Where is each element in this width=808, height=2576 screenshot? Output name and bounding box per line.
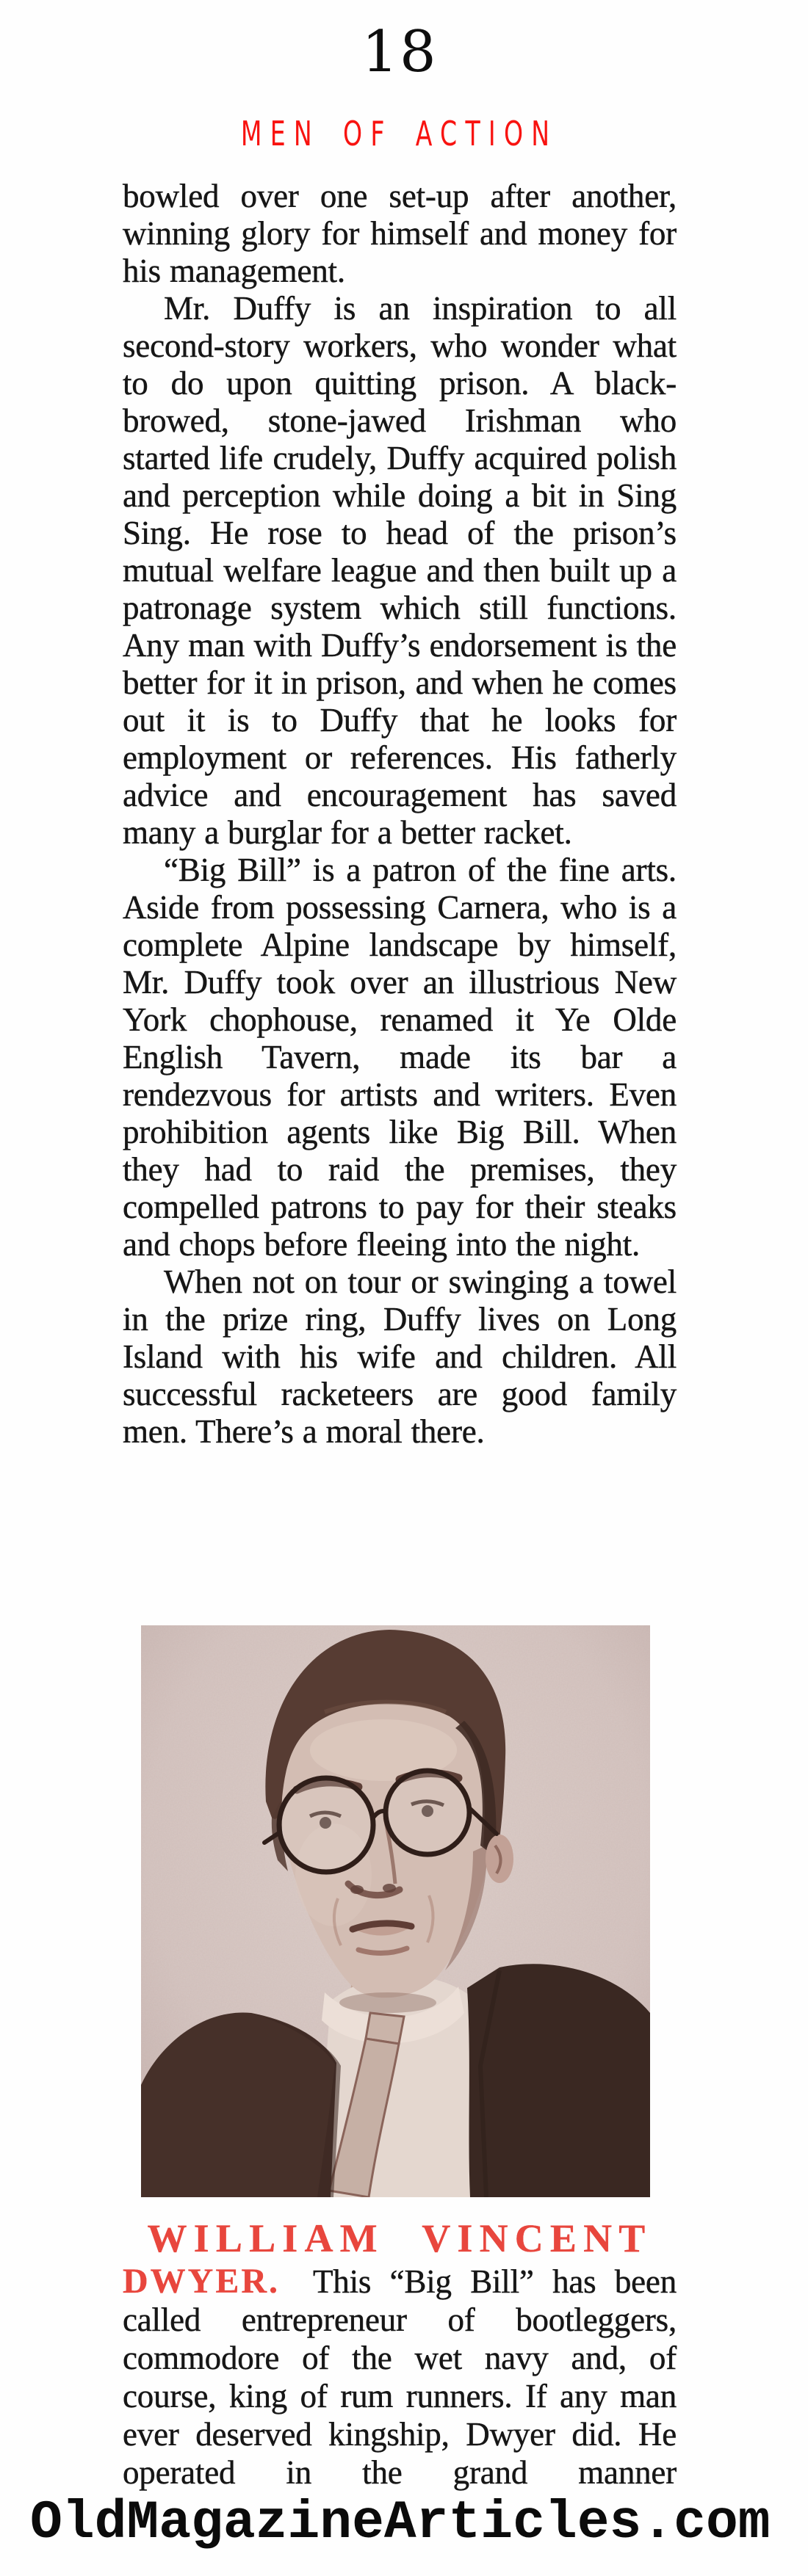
article-paragraph-3: “Big Bill” is a patron of the fine arts. Aside from possessing Carnera, who is a complete Alpine landscape by himself, Mr. Duffy took over an illustrious New York chophouse, renamed it Ye Olde English Tavern, made its bar a rendezvous for artists and writers. Even prohibition agents like Big Bill. When they had to raid the premises, they compelled patrons to pay for their steaks and chops before fleeing into the night. <box>123 852 677 1263</box>
page-number: 18 <box>361 19 438 85</box>
article-paragraph-4: When not on tour or swinging a towel in the prize ring, Duffy lives on Long Island with his wife and children. All successful racketeers are good family men. There’s a moral there. <box>123 1263 677 1450</box>
portrait-photo <box>141 1625 650 2197</box>
portrait-image <box>141 1625 650 2197</box>
caption-block <box>123 2217 677 2492</box>
section-title-text: MEN OF ACTION <box>241 114 558 153</box>
caption-paragraph <box>123 2263 677 2492</box>
watermark-text: OldMagazineArticles.com <box>30 2492 771 2553</box>
caption-text: This “Big Bill” has been called entrepreneur of bootleggers, commodore of the wet navy and, of course, king of rum runners. If any man ever deserved kingship, Dwyer did. He operated in the grand manner <box>123 2263 677 2491</box>
caption-lead-name: DWYER. <box>123 2262 281 2301</box>
section-title <box>123 116 677 151</box>
portrait-ear <box>486 1835 513 1883</box>
article-body <box>123 178 677 1451</box>
article-paragraph-2: Mr. Duffy is an inspiration to all second-story workers, who wonder what to do upon quitting prison. A black-browed, stone-jawed Irishman who started life crudely, Duffy acquired polish and perception while doing a bit in Sing Sing. He rose to head of the prison’s mutual welfare league and then built up a patronage system which still functions. Any man with Duffy’s endorsement is the better for it in prison, and when he comes out it is to Duffy that he looks for employment or references. His fatherly advice and encouragement has saved many a burglar for a better racket. <box>123 290 677 851</box>
caption-heading: WILLIAM VINCENT <box>147 2216 652 2260</box>
article-paragraph-1: bowled over one set-up after another, winning glory for himself and money for his management. <box>123 178 677 289</box>
